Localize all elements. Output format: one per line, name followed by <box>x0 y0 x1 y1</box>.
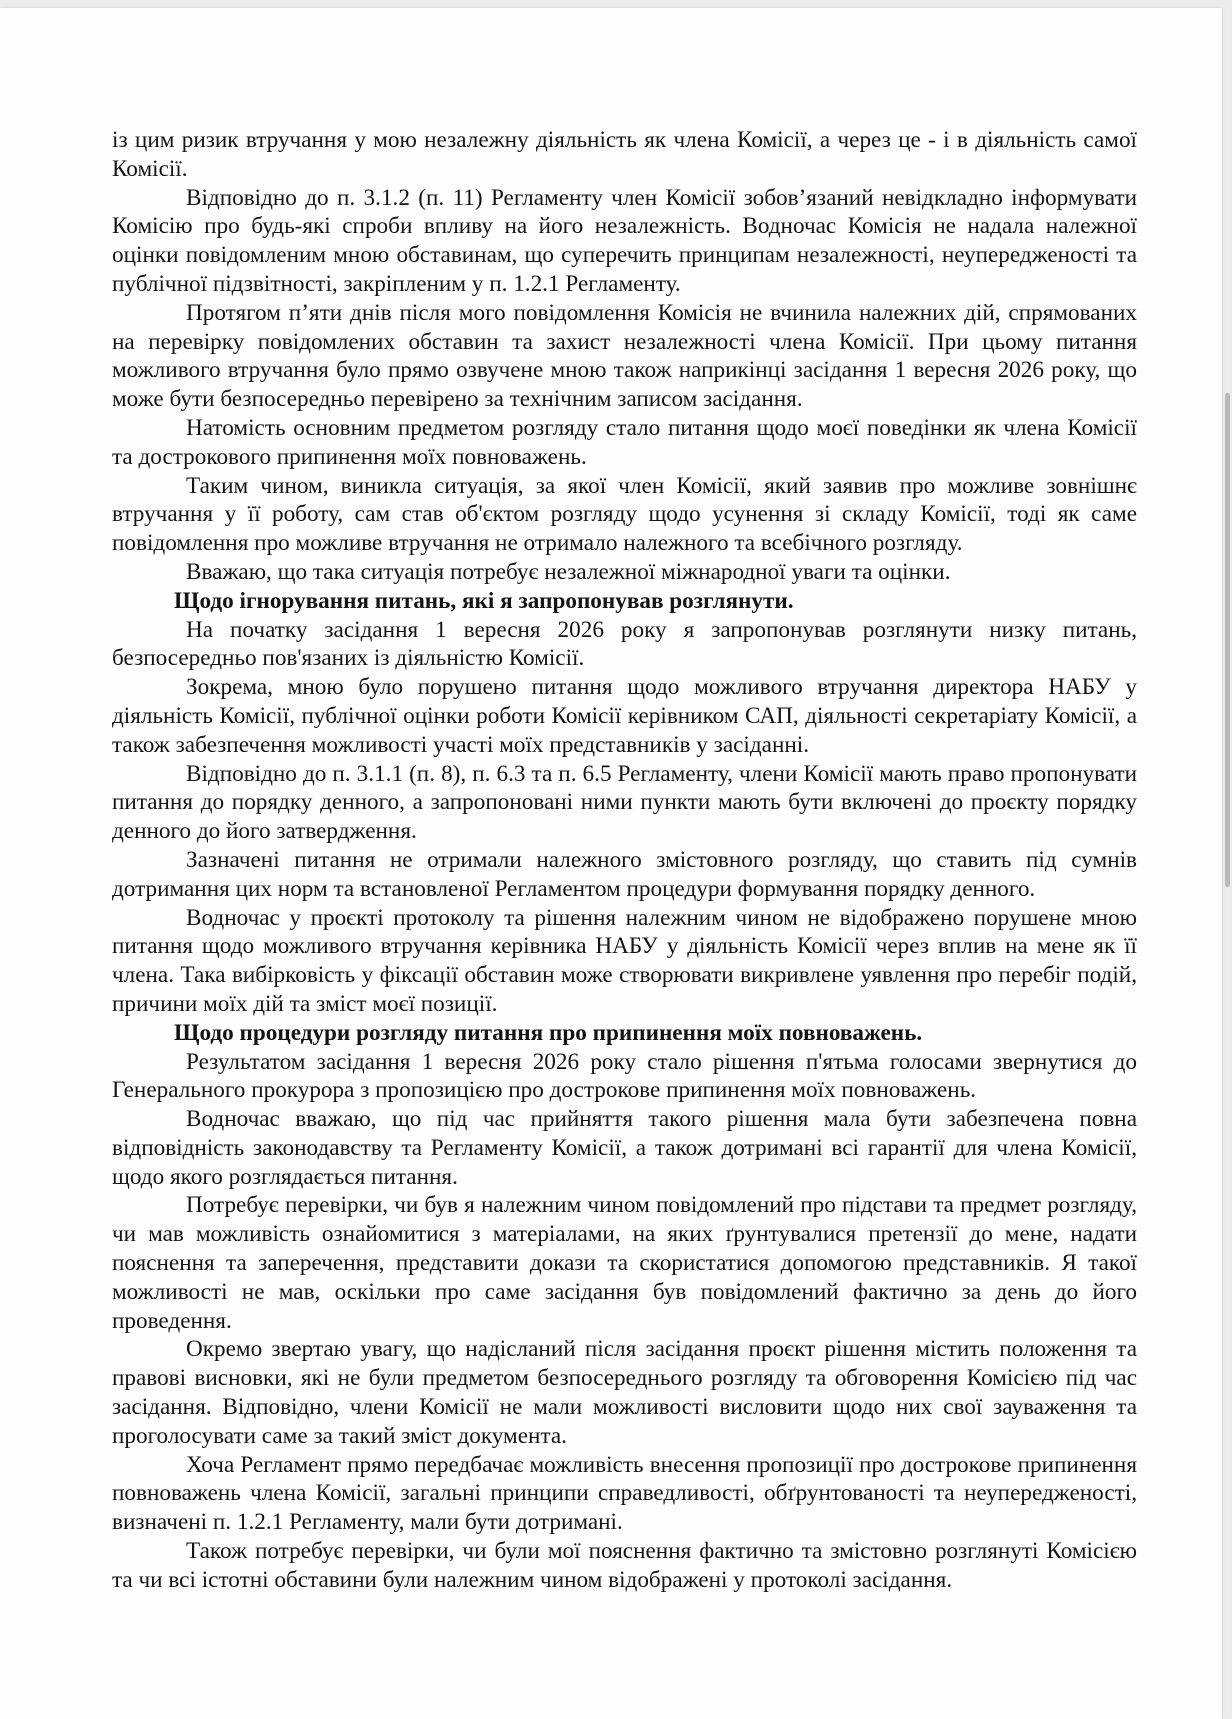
paragraph: Результатом засідання 1 вересня 2026 року стало рішення п'ятьма голосами звернутися до Генерального прокурора з пропозицією про дострокове припинення моїх повноважень. <box>112 1048 1137 1104</box>
paragraph: Відповідно до п. 3.1.2 (п. 11) Регламенту член Комісії зобов’язаний невідкладно інформувати Комісію про будь-які спроби впливу на його незалежність. Водночас Комісія не надала належної оцінки повідомленим мною обставинам, що суперечить принципам незалежності, неупередженості та публічної підзвітності, закріпленим у п. 1.2.1 Регламенту. <box>112 184 1137 297</box>
vertical-scrollbar[interactable] <box>1225 393 1230 887</box>
paragraph: Натомість основним предметом розгляду стало питання щодо моєї поведінки як члена Комісії та дострокового припинення моїх повноважень. <box>112 414 1137 470</box>
document-page <box>0 8 1222 1719</box>
paragraph: Зокрема, мною було порушено питання щодо можливого втручання директора НАБУ у діяльність Комісії, публічної оцінки роботи Комісії керівником САП, діяльності секретаріату Комісії, а також забезпечення можливості участі моїх представників у засіданні. <box>112 674 1137 758</box>
paragraph: Водночас вважаю, що під час прийняття такого рішення мала бути забезпечена повна відповідність законодавству та Регламенту Комісії, а також дотримані всі гарантії для члена Комісії, щодо якого розглядається питання. <box>112 1106 1137 1190</box>
paragraph: Окремо звертаю увагу, що надісланий після засідання проєкт рішення містить положення та правові висновки, які не були предметом безпосереднього розгляду та обговорення Комісією під час засідання. Відповідно, члени Комісії не мали можливості висловити щодо них свої зауваження та проголосувати саме за такий зміст документа. <box>112 1336 1137 1449</box>
paragraph: Вважаю, що така ситуація потребує незалежної міжнародної уваги та оцінки. <box>186 558 951 585</box>
paragraph: Відповідно до п. 3.1.1 (п. 8), п. 6.3 та п. 6.5 Регламенту, члени Комісії мають право пропонувати питання до порядку денного, а запропоновані ними пункти мають бути включені до проєкту порядку денного до його затвердження. <box>112 760 1137 845</box>
document-body <box>112 126 1137 1595</box>
paragraph: Хоча Регламент прямо передбачає можливість внесення пропозиції про дострокове припинення повноважень члена Комісії, загальні принципи справедливості, обґрунтованості та неупередженості, визначені п. 1.2.1 Регламенту, мали бути дотримані. <box>112 1451 1137 1536</box>
paragraph: Протягом п’яти днів після мого повідомлення Комісія не вчинила належних дій, спрямованих на перевірку повідомлених обставин та захист незалежності члена Комісії. При цьому питання можливого втручання було прямо озвучене мною також наприкінці засідання 1 вересня 2026 року, що може бути безпосередньо перевірено за технічним записом засідання. <box>112 299 1137 413</box>
section-heading: Щодо ігнорування питань, які я запропонував розглянути. <box>174 587 794 614</box>
section-heading: Щодо процедури розгляду питання про припинення моїх повноважень. <box>174 1019 923 1046</box>
paragraph: Зазначені питання не отримали належного змістовного розгляду, що ставить під сумнів дотримання цих норм та встановленої Регламентом процедури формування порядку денного. <box>112 846 1137 902</box>
paragraph: Потребує перевірки, чи був я належним чином повідомлений про підстави та предмет розгляду, чи мав можливість ознайомитися з матеріалами, на яких ґрунтувалися претензії до мене, надати пояснення та заперечення, представити докази та скористатися допомогою представників. Я такої можливості не мав, оскільки про саме засідання був повідомлений фактично за день до його проведення. <box>112 1192 1137 1334</box>
paragraph: На початку засідання 1 вересня 2026 року я запропонував розглянути низку питань, безпосередньо пов'язаних із діяльністю Комісії. <box>112 616 1137 672</box>
paragraph: із цим ризик втручання у мою незалежну діяльність як члена Комісії, а через це - і в діяльність самої Комісії. <box>112 127 1137 182</box>
paragraph: Також потребує перевірки, чи були мої пояснення фактично та змістовно розглянуті Комісією та чи всі істотні обставини були належним чином відображені у протоколі засідання. <box>112 1538 1137 1593</box>
paragraph: Таким чином, виникла ситуація, за якої член Комісії, який заявив про можливе зовнішнє втручання у її роботу, сам став об'єктом розгляду щодо усунення зі складу Комісії, тоді як саме повідомлення про можливе втручання не отримало належного та всебічного розгляду. <box>112 472 1137 557</box>
paragraph: Водночас у проєкті протоколу та рішення належним чином не відображено порушене мною питання щодо можливого втручання керівника НАБУ у діяльність Комісії через вплив на мене як її члена. Така вибірковість у фіксації обставин може створювати викривлене уявлення про перебіг подій, причини моїх дій та зміст моєї позиції. <box>112 904 1137 1017</box>
